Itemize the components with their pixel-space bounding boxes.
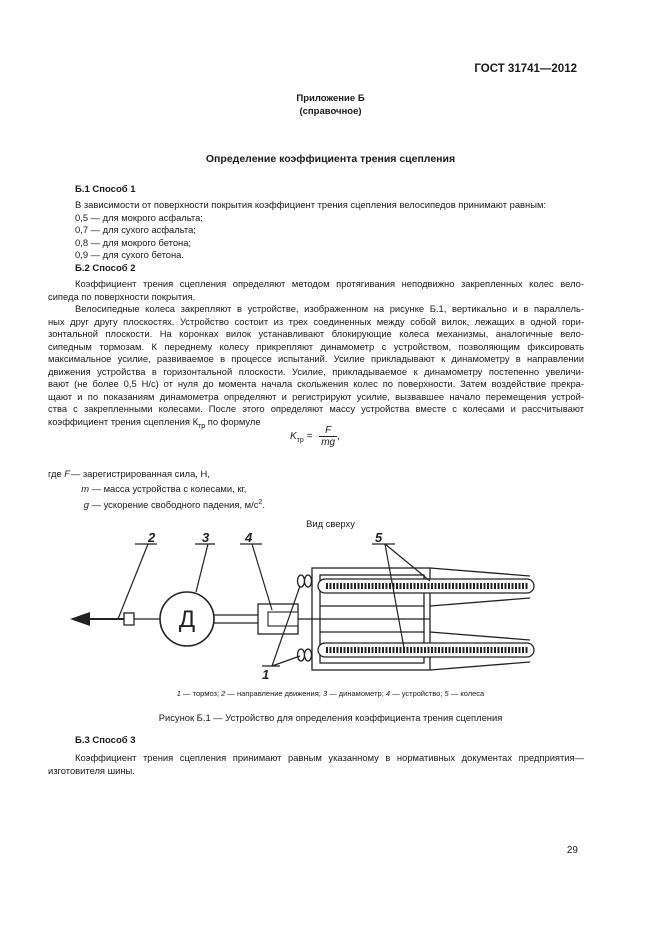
method2-line: движения устройства в горизонтальной плоскости. Усилие, прикладываемое к динамометру постепенно увеличи- <box>48 365 584 377</box>
direction-arrow <box>70 612 124 626</box>
wheel <box>318 579 534 593</box>
method2-line: максимальное усилие, развиваемое в процессе испытаний. Усилие прикладывают к динамометру в направлении <box>48 353 584 364</box>
device-diagram <box>0 530 661 690</box>
figure-caption: Рисунок Б.1 — Устройство для определения коэффициента трения сцепления <box>158 712 503 723</box>
svg-text:4: 4 <box>245 530 253 545</box>
formula-legend-row: где F — зарегистрированная сила, Н, <box>48 468 210 479</box>
method1-heading: Б.1 Способ 1 <box>75 184 136 195</box>
method1-item: 0,5 — для мокрого асфальта; <box>75 211 203 223</box>
method2-text <box>48 278 584 433</box>
formula-legend <box>48 467 265 513</box>
method1-item: 0,8 — для мокрого бетона; <box>75 236 192 248</box>
annex-title: Приложение Б <box>296 93 365 104</box>
method1-item: 0,7 — для сухого асфальта; <box>75 224 196 235</box>
svg-text:5: 5 <box>375 530 383 545</box>
method3-line: изготовителя шины. <box>48 764 135 776</box>
method3-line: Коэффициент трения сцепления принимают равным указанному в нормативных документах предприятия— <box>75 752 584 763</box>
method2-line: зонтальной плоскости. На коронках вилок устанавливают блокирующие колеса механизмы, аналогичные вело- <box>48 328 584 339</box>
svg-text:2: 2 <box>148 530 156 545</box>
annex-subtitle: (справочное) <box>299 106 362 117</box>
annex-heading <box>0 92 661 118</box>
method2-last-line: коэффициент трения сцепления $К_{тр}$ по формуле <box>48 415 261 430</box>
method3-text <box>48 752 584 777</box>
callout-4 <box>240 530 272 610</box>
formula-fraction: $\frac{F}{mg}$ <box>321 425 336 448</box>
method1-intro: В зависимости от поверхности покрытия коэффициент трения сцепления велосипедов принимают равным: <box>75 199 546 210</box>
method2-line: вают (не более 0,5 Н/с) от нуля до момента начала скольжения колес по поверхности. Затем воздействие прекра- <box>48 378 584 389</box>
section-title: Определение коэффициента трения сцепления <box>205 153 456 165</box>
standard-number: ГОСТ 31741—2012 <box>474 63 577 75</box>
method2-line: Коэффициент трения сцепления определяют методом протягивания неподвижно закрепленных колес вело- <box>75 278 584 289</box>
method2-heading: Б.2 Способ 2 <box>75 263 136 274</box>
method2-line: сипеда по поверхности покрытия. <box>48 290 196 302</box>
method1-text <box>75 199 546 262</box>
dynamometer-letter: Д <box>178 606 196 633</box>
page-number: 29 <box>566 845 578 856</box>
dynamometer <box>160 592 214 646</box>
method2-line: ных друг другу плоскостях. Устройство состоит из трех соединенных между собой вилок, лежащих в одной гори- <box>48 315 584 327</box>
method2-line: ства с закрепленными колесами. После этого определяют массу устройства вместе с колесами и рассчитывают <box>48 403 584 414</box>
svg-text:1: 1 <box>262 667 270 682</box>
formula-legend-row: m — масса устройства с колесами, кг, <box>81 482 247 494</box>
formula-legend-row: g — ускорение свободного падения, $м/с^2$. <box>83 499 265 511</box>
figure-legend: 1 — тормоз; 2 — направление движения; 3 — динамометр; 4 — устройство; 5 — колеса <box>176 689 485 698</box>
method1-item: 0,9 — для сухого бетона. <box>75 249 185 260</box>
figure-view-label: Вид сверху <box>306 518 355 529</box>
friction-formula: $K_{тр}$ = $\frac{F}{mg}$ , <box>290 425 340 448</box>
callout-3 <box>195 530 215 592</box>
method2-line: щают и по показаниям динамометра определяют и регистрируют усилие, вызвавшее начало перемещения устрой- <box>48 390 584 402</box>
method3-heading: Б.3 Способ 3 <box>75 735 136 746</box>
wheel <box>318 643 534 657</box>
connector-block <box>124 613 134 625</box>
method2-line: Велосипедные колеса закрепляют в устройстве, изображенном на рисунке Б.1, вертикально и в параллель- <box>75 303 584 314</box>
svg-text:3: 3 <box>202 530 210 545</box>
method2-line: сипедным тормозам. К переднему колесу прикрепляют динамометр с устройством, позволяющим фиксировать <box>48 340 584 352</box>
callout-2 <box>118 530 157 619</box>
